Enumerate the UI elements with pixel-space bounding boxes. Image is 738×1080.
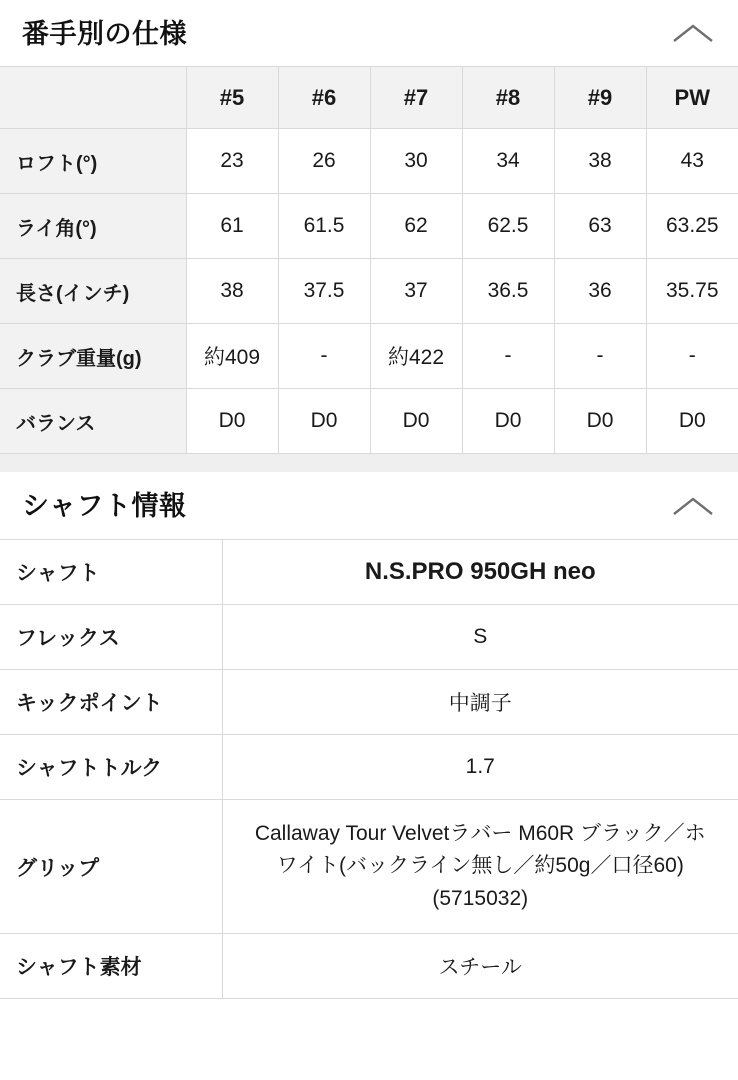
table-row	[0, 734, 738, 799]
shaft-section	[0, 472, 738, 999]
spec-cell: 36	[554, 259, 646, 324]
shaft-row-label: キックポイント	[0, 669, 222, 734]
spec-col-header-blank	[0, 67, 186, 129]
spec-cell: 37.5	[278, 259, 370, 324]
spec-cell: 38	[186, 259, 278, 324]
shaft-cell: Callaway Tour Velvetラバー M60R ブラック／ホワイト(バックライン無し／約50g／口径60)(5715032)	[222, 799, 738, 934]
shaft-cell: N.S.PRO 950GH neo	[222, 539, 738, 604]
section-divider	[0, 454, 738, 472]
spec-row-label: ロフト(°)	[0, 129, 186, 194]
spec-col-header-7: #7	[370, 67, 462, 129]
shaft-row-label: シャフト	[0, 539, 222, 604]
shaft-cell: S	[222, 604, 738, 669]
spec-row-label: クラブ重量(g)	[0, 324, 186, 389]
spec-col-header-8: #8	[462, 67, 554, 129]
spec-col-header-pw: PW	[646, 67, 738, 129]
spec-cell: 63	[554, 194, 646, 259]
table-row	[0, 194, 738, 259]
table-header-row	[0, 67, 738, 129]
shaft-row-label: フレックス	[0, 604, 222, 669]
spec-cell: 43	[646, 129, 738, 194]
spec-cell: -	[646, 324, 738, 389]
spec-cell: D0	[554, 389, 646, 454]
table-row	[0, 799, 738, 934]
spec-cell: 37	[370, 259, 462, 324]
shaft-section-header[interactable]	[0, 472, 738, 538]
shaft-row-label: シャフトトルク	[0, 734, 222, 799]
spec-cell: 61	[186, 194, 278, 259]
table-row	[0, 539, 738, 604]
spec-cell: D0	[186, 389, 278, 454]
spec-cell: D0	[278, 389, 370, 454]
shaft-cell: 中調子	[222, 669, 738, 734]
spec-cell: 30	[370, 129, 462, 194]
spec-cell: -	[278, 324, 370, 389]
spec-cell: -	[462, 324, 554, 389]
shaft-row-label: グリップ	[0, 799, 222, 934]
chevron-up-icon[interactable]	[670, 19, 716, 49]
spec-row-label: 長さ(インチ)	[0, 259, 186, 324]
spec-row-label: ライ角(°)	[0, 194, 186, 259]
spec-cell: 62	[370, 194, 462, 259]
spec-table	[0, 66, 738, 454]
spec-cell: 約409	[186, 324, 278, 389]
spec-cell: D0	[462, 389, 554, 454]
page-title: 番手別の仕様	[22, 19, 187, 49]
table-row	[0, 934, 738, 999]
spec-cell: 26	[278, 129, 370, 194]
spec-cell: 62.5	[462, 194, 554, 259]
table-row	[0, 389, 738, 454]
spec-cell: 23	[186, 129, 278, 194]
spec-col-header-6: #6	[278, 67, 370, 129]
shaft-cell: スチール	[222, 934, 738, 999]
table-row	[0, 604, 738, 669]
table-row	[0, 324, 738, 389]
spec-section-header[interactable]	[0, 0, 738, 66]
spec-section	[0, 0, 738, 454]
spec-cell: -	[554, 324, 646, 389]
spec-col-header-9: #9	[554, 67, 646, 129]
spec-cell: D0	[646, 389, 738, 454]
spec-cell: 35.75	[646, 259, 738, 324]
spec-cell: D0	[370, 389, 462, 454]
shaft-section-title: シャフト情報	[22, 491, 187, 522]
spec-cell: 63.25	[646, 194, 738, 259]
table-row	[0, 129, 738, 194]
chevron-up-icon[interactable]	[670, 492, 716, 522]
shaft-table	[0, 539, 738, 1000]
table-row	[0, 669, 738, 734]
spec-cell: 38	[554, 129, 646, 194]
spec-cell: 34	[462, 129, 554, 194]
spec-col-header-5: #5	[186, 67, 278, 129]
spec-cell: 61.5	[278, 194, 370, 259]
spec-row-label: バランス	[0, 389, 186, 454]
table-row	[0, 259, 738, 324]
shaft-cell: 1.7	[222, 734, 738, 799]
spec-cell: 約422	[370, 324, 462, 389]
spec-cell: 36.5	[462, 259, 554, 324]
shaft-row-label: シャフト素材	[0, 934, 222, 999]
